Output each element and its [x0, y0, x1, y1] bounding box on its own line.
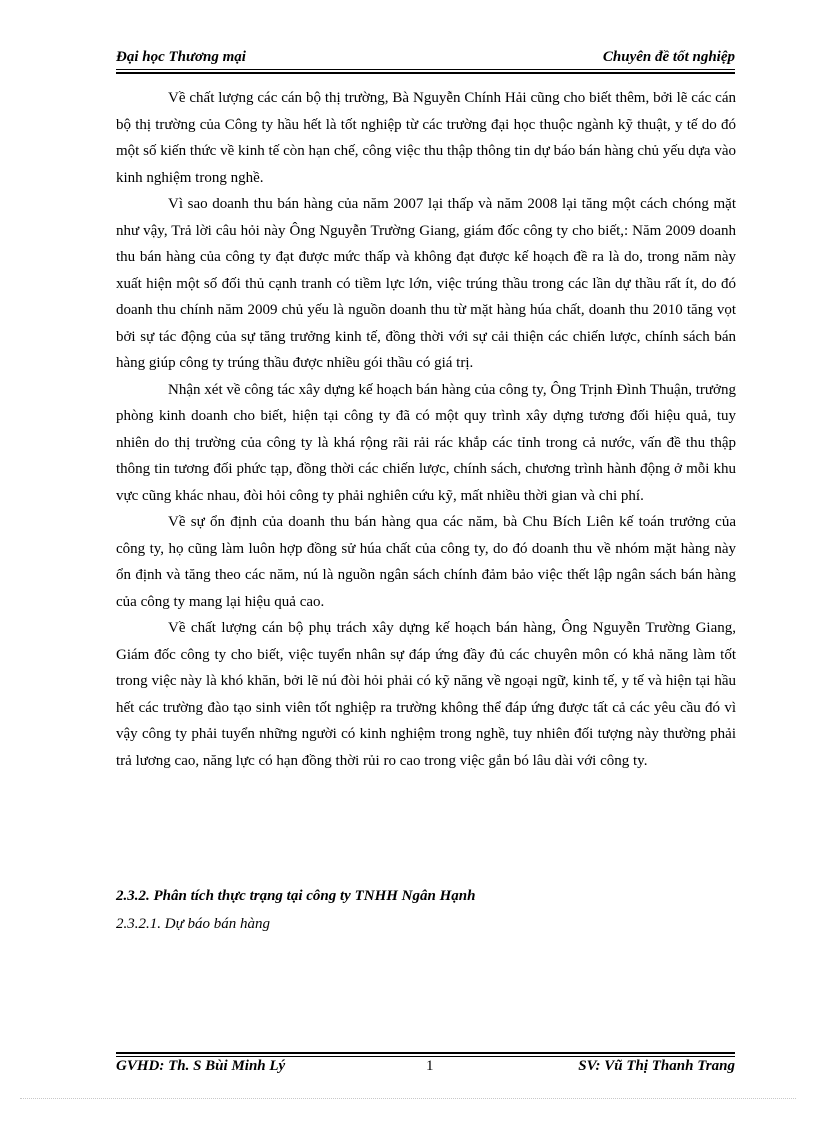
- paragraph-sales-planning-review: Nhận xét về công tác xây dựng kế hoạch bán hàng của công ty, Ông Trịnh Đình Thuận, trưởng phòng kinh doanh cho biết, hiện tại công ty đã có một quy trình xây dựng tương đối hiệu quả, tuy nhiên do thị trường của công ty là khá rộng rãi rải rác khắp các tỉnh trong cả nước, vấn đề thu thập thông tin tương đối phức tạp, đồng thời các chiến lược, chính sách, chương trình hành động ở mỗi khu vực cũng khác nhau, đòi hỏi công ty phải nghiên cứu kỹ, mất nhiều thời gian và chi phí.: [116, 381, 736, 504]
- body-text: [116, 85, 736, 774]
- header-university: Đại học Thương mại: [116, 49, 246, 65]
- header-document-type: Chuyên đề tốt nghiệp: [602, 49, 735, 65]
- header-rule-thin: [116, 69, 735, 70]
- header-rule-thick: [116, 72, 735, 74]
- paragraph-revenue-stability: Về sự ổn định của doanh thu bán hàng qua các năm, bà Chu Bích Liên kế toán trưởng của công ty, họ cũng làm luôn hợp đồng sử húa chất của công ty, do đó doanh thu về nhóm mặt hàng này ổn định và tăng theo các năm, nú là nguồn ngân sách chính đảm bảo việc thết lập ngân sách bán hàng của công ty mang lại hiệu quả cao.: [116, 514, 736, 610]
- page-header: [116, 49, 735, 69]
- subsection-heading: 2.3.2.1. Dự báo bán hàng: [116, 916, 271, 932]
- paragraph-revenue-explanation: Vì sao doanh thu bán hàng của năm 2007 lại thấp và năm 2008 lại tăng một cách chóng mặt như vậy, Trả lời câu hỏi này Ông Nguyễn Trường Giang, giám đốc công ty cho biết,: Năm 2009 doanh thu bán hàng của công ty đạt được mức thấp và không đạt được kế hoạch đề ra là do, trong năm này xuất hiện một số đối thủ cạnh tranh có tiềm lực lớn, việc trúng thầu trong các lần dự thầu rất ít, do đó doanh thu chính năm 2009 chủ yếu là nguồn doanh thu từ mặt hàng húa chất, doanh thu 2010 tăng vọt bởi sự tác động của sự tăng trưởng kinh tế, đồng thời với sự cải thiện các chiến lược, chính sách bán hàng giúp công ty trúng thầu được nhiều gói thầu có giá trị.: [116, 196, 736, 371]
- page-footer: [116, 1058, 735, 1078]
- footer-rule-thin: [116, 1056, 735, 1057]
- section-heading: 2.3.2. Phân tích thực trạng tại công ty TNHH Ngân Hạnh: [116, 888, 476, 904]
- footer-rule-thick: [116, 1052, 735, 1054]
- paragraph-market-staff-quality: Về chất lượng các cán bộ thị trường, Bà Nguyễn Chính Hải cũng cho biết thêm, bởi lẽ các cán bộ thị trường của Công ty hầu hết là tốt nghiệp từ các trường đại học thuộc ngành kỹ thuật, y tế do đó một số kiến thức về kinh tế còn hạn chế, công việc thu thập thông tin dự báo bán hàng chủ yếu dựa vào kinh nghiệm trong nghề.: [116, 90, 736, 186]
- paragraph-planning-staff-quality: Về chất lượng cán bộ phụ trách xây dựng kế hoạch bán hàng, Ông Nguyễn Trường Giang, Giám đốc công ty cho biết, việc tuyển nhân sự đáp ứng đầy đủ các chuyên môn có khả năng làm tốt trong việc này là khó khăn, bởi lẽ nú đòi hỏi phải có kỹ năng về ngoại ngữ, kinh tế, y tế và hiện tại hầu hết các trường đào tạo sinh viên tốt nghiệp ra trường không thể đáp ứng được tất cả các yêu cầu đó vì vậy công ty phải tuyển những người có kinh nghiệm trong nghề, tuy nhiên đối tượng này thường phải trả lương cao, năng lực có hạn đồng thời rủi ro cao trong việc gắn bó lâu dài với công ty.: [116, 620, 736, 769]
- footer-student: SV: Vũ Thị Thanh Trang: [578, 1058, 735, 1074]
- page-number: 1: [426, 1058, 434, 1074]
- page-bottom-edge: [20, 1098, 796, 1099]
- footer-supervisor: GVHD: Th. S Bùi Minh Lý: [116, 1058, 286, 1074]
